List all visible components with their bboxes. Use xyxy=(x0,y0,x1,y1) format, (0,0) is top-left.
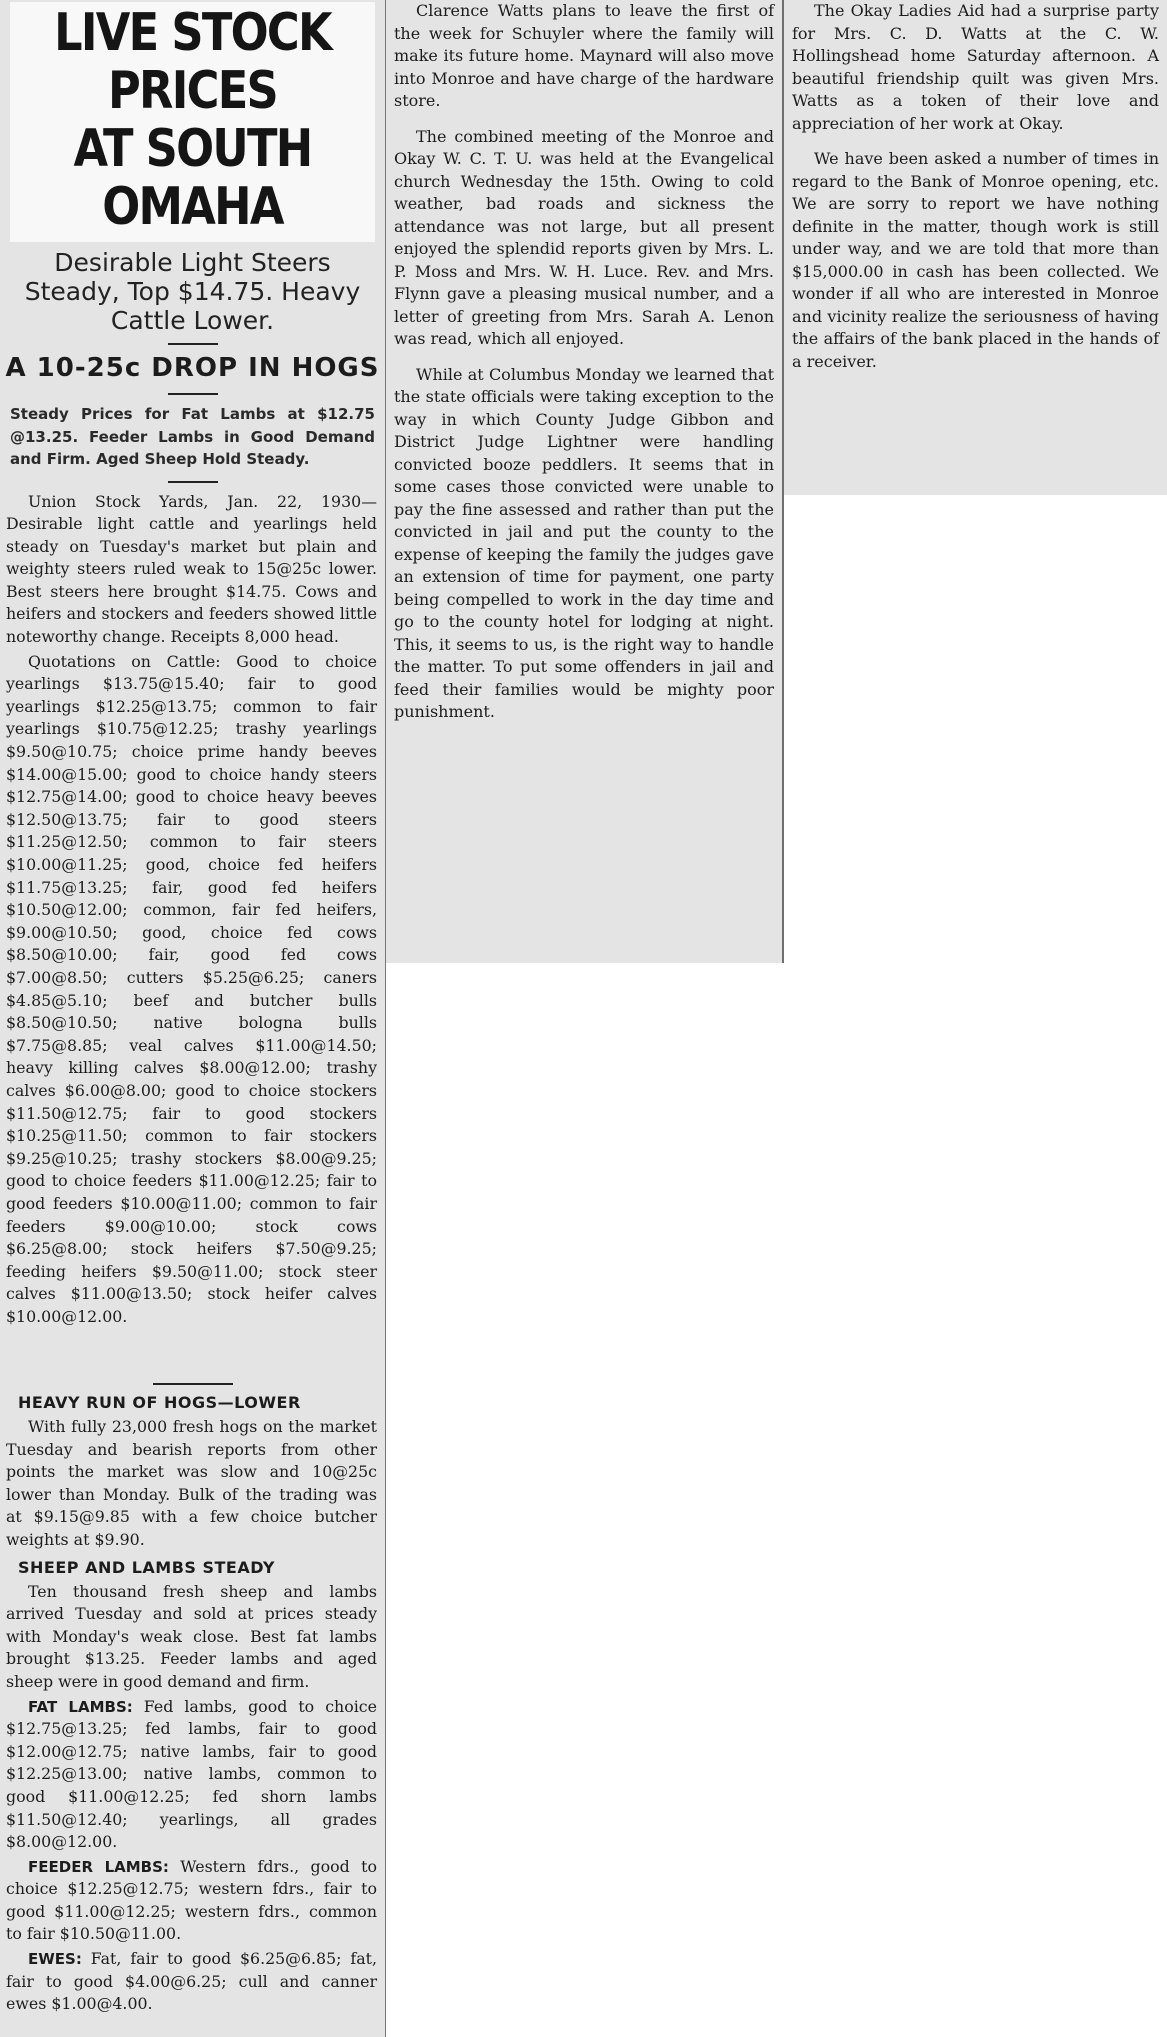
divider xyxy=(168,393,218,395)
ewes-paragraph xyxy=(6,1948,377,2016)
headline-box xyxy=(10,2,375,242)
subheadline: Desirable Light Steers Steady, Top $14.75. Heavy Cattle Lower. xyxy=(24,248,361,335)
feeder-lambs-text: Western fdrs., good to choice $12.25@12.75; western fdrs., fair to good $11.00@12.25; western fdrs., common to fair $10.50@11.00. xyxy=(6,1856,377,1944)
headline-line-2: AT SOUTH OMAHA xyxy=(73,119,312,237)
news-item-wctu-meeting: The combined meeting of the Monroe and Okay W. C. T. U. was held at the Evangelical church Wednesday the 15th. Owing to cold weather, bad roads and sickness the attendance was not large, but all present enjoyed the splendid reports given by Mrs. L. P. Moss and Mrs. W. H. Luce. Rev. and Mrs. Flynn gave a pleasing musical number, and a letter of greeting from Mrs. Sarah A. Lenon was read, which all enjoyed. xyxy=(394,126,774,348)
feeder-lambs-paragraph xyxy=(6,1856,377,1946)
divider xyxy=(168,343,218,345)
sheep-paragraph: Ten thousand fresh sheep and lambs arrived Tuesday and sold at prices steady with Monday's weak close. Best fat lambs brought $13.25. Feeder lambs and aged sheep were in good demand and firm. xyxy=(6,1581,377,1691)
kicker-headline: A 10-25c DROP IN HOGS xyxy=(5,353,380,383)
fat-lambs-paragraph xyxy=(6,1696,377,1854)
news-item-booze-peddlers: While at Columbus Monday we learned that the state officials were taking exception to the way in which County Judge Gibbon and District Judge Lightner were handling convicted booze peddlers. It seems that in some cases those convicted were unable to pay the fine assessed and rather than put the convicted in jail and put the county to the expense of keeping the family the judges gave an extension of time for payment, one party being compelled to work in the day time and go to the county hotel for lodging at night. This, it seems to us, is the right way to handle the matter. To put some offenders in jail and feed their families would be mighty poor punishment. xyxy=(394,364,774,721)
section-heading-sheep: SHEEP AND LAMBS STEADY xyxy=(18,1557,275,1577)
hogs-paragraph: With fully 23,000 fresh hogs on the market Tuesday and bearish reports from other points the market was slow and 10@25c lower than Monday. Bulk of the trading was at $9.15@9.85 with a few choice butcher weights at $9.90. xyxy=(6,1417,377,1549)
fat-lambs-label: FAT LAMBS: xyxy=(28,1697,133,1716)
local-news-column xyxy=(386,0,784,963)
fat-lambs-text: Fed lambs, good to choice $12.75@13.25; fed lambs, fair to good $12.00@12.75; native lambs, fair to good $12.25@13.00; native lambs, common to good $11.00@12.25; fed shorn lambs $11.50@12.40; yearlings, all grades $8.00@12.00. xyxy=(6,1696,377,1852)
ewes-text: Fat, fair to good $6.25@6.85; fat, fair to good $4.00@6.25; cull and canner ewes $1.00@4.00. xyxy=(6,1949,378,2014)
cattle-quotations: Quotations on Cattle: Good to choice yearlings $13.75@15.40; fair to good yearlings $12.25@13.75; common to fair yearlings $10.75@12.25; trashy yearlings $9.50@10.75; choice prime handy beeves $14.00@15.00; good to choice handy steers $12.75@14.00; good to choice heavy beeves $12.50@13.75; fair to good steers $11.25@12.50; common to fair steers $10.00@11.25; good, choice fed heifers $11.75@13.25; fair, good fed heifers $10.50@12.00; common, fair fed heifers, $9.00@10.50; good, choice fed cows $8.50@10.00; fair, good fed cows $7.00@8.50; cutters $5.25@6.25; caners $4.85@5.10; beef and butcher bulls $8.50@10.50; native bologna bulls $7.75@8.85; veal calves $11.00@14.50; heavy killing calves $8.00@12.00; trashy calves $6.00@8.00; good to choice stockers $11.50@12.75; fair to good stockers $10.25@11.50; common to fair stockers $9.25@10.25; trashy stockers $8.00@9.25; good to choice feeders $11.00@12.25; fair to good feeders $10.00@11.00; common to fair feeders $9.00@10.00; stock cows $6.25@8.00; stock heifers $7.50@9.25; feeding heifers $9.50@11.00; stock steer calves $11.00@13.50; stock heifer calves $10.00@12.00. xyxy=(6,651,377,1326)
news-item-ladies-aid: The Okay Ladies Aid had a surprise party for Mrs. C. D. Watts at the C. W. Hollingshead home Saturday afternoon. A beautiful friendship quilt was given Mrs. Watts as a token of their love and appreciation of her work at Okay. xyxy=(792,1,1159,133)
divider xyxy=(153,1383,233,1385)
news-item-bank-of-monroe: We have been asked a number of times in regard to the Bank of Monroe opening, etc. We are sorry to report we have nothing definite in the matter, though work is still under way, and we are told that more than $15,000.00 in cash has been collected. We wonder if all who are interested in Monroe and vicinity realize the seriousness of having the affairs of the bank placed in the hands of a receiver. xyxy=(792,149,1159,371)
local-news-column-right xyxy=(784,0,1167,495)
livestock-article-continued xyxy=(0,1375,386,2037)
divider xyxy=(168,481,218,483)
livestock-article xyxy=(0,0,386,1375)
body-paragraph: Union Stock Yards, Jan. 22, 1930—Desirable light cattle and yearlings held steady on Tuesday's market but plain and weighty steers ruled weak to 15@25c lower. Best steers here brought $14.75. Cows and heifers and stockers and feeders showed little noteworthy change. Receipts 8,000 head. xyxy=(6,491,377,647)
headline-line-1: LIVE STOCK PRICES xyxy=(54,3,331,121)
deck: Steady Prices for Fat Lambs at $12.75 @13.25. Feeder Lambs in Good Demand and Firm. Aged Sheep Hold Steady. xyxy=(10,405,375,468)
feeder-lambs-label: FEEDER LAMBS: xyxy=(28,1857,169,1876)
news-item-watts-move: Clarence Watts plans to leave the first of the week for Schuyler where the family will make its future home. Maynard will also move into Monroe and have charge of the hardware store. xyxy=(394,1,774,110)
ewes-label: EWES: xyxy=(28,1950,82,1969)
section-heading-hogs: HEAVY RUN OF HOGS—LOWER xyxy=(18,1393,301,1412)
